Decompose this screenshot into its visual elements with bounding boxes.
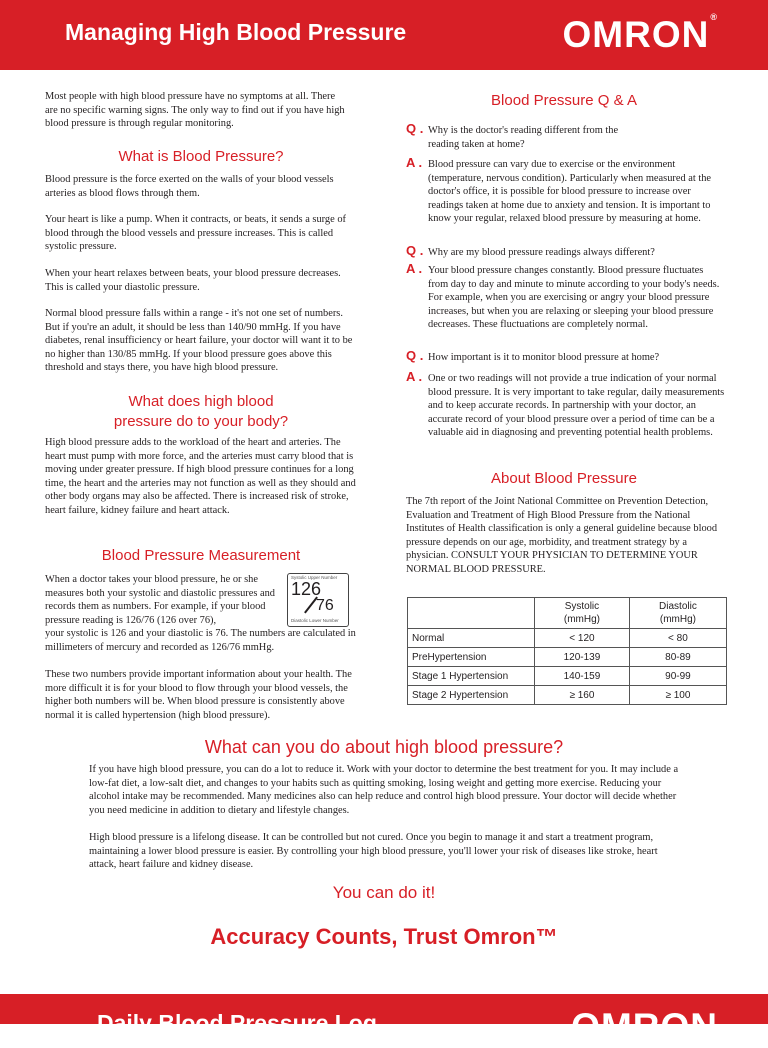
table-row xyxy=(408,667,727,686)
a-mark: A . xyxy=(406,261,423,276)
row-systolic: 120-139 xyxy=(535,648,630,667)
monitor-systolic-value: 126 xyxy=(291,579,322,599)
qa-answer-1 xyxy=(406,155,726,226)
body-effect-heading xyxy=(45,392,357,432)
omron-logo xyxy=(563,14,718,56)
what-is-p2: Your heart is like a pump. When it contracts, or beats, it sends a surge of blood through the blood vessels and pressure increases. This is called systolic pressure. xyxy=(45,214,346,253)
monitor-label-diastolic: Diastolic Lower Number xyxy=(291,618,339,623)
registered-mark: ® xyxy=(710,12,718,22)
q-mark: Q . xyxy=(406,348,424,363)
qa-answer-2 xyxy=(406,261,726,332)
measurement-p1b: your systolic is 126 and your diastolic is 76. The numbers are calculated in millimeters of mercury and recorded as 126/76 mmHg. xyxy=(45,628,356,653)
q-mark: Q . xyxy=(406,121,424,136)
footer-omron-logo: OMRON xyxy=(571,1006,718,1047)
body-effect-heading-line2: pressure do to your body? xyxy=(113,413,289,430)
qa-question-3 xyxy=(406,348,726,365)
row-diastolic: < 80 xyxy=(629,629,726,648)
monitor-label-systolic: Systolic Upper Number xyxy=(291,575,338,580)
row-label: PreHypertension xyxy=(408,648,535,667)
systolic-header-unit: (mmHg) xyxy=(563,614,600,625)
question-1-text: Why is the doctor's reading different from the reading taken at home? xyxy=(428,125,619,150)
answer-2-text: Your blood pressure changes constantly. Blood pressure fluctuates from day to day and minute to minute according to your body's needs. For example, when you are exercising or angry your blood pressure increases, but when you are relaxing or sleeping your blood pressure decreases. These fluctuations are completely normal. xyxy=(428,265,720,331)
systolic-header-label: Systolic xyxy=(564,601,600,612)
monitor-diastolic-value: 76 xyxy=(316,597,334,614)
table-row xyxy=(408,648,727,667)
bp-classification-table xyxy=(407,597,727,705)
qa-heading: Blood Pressure Q & A xyxy=(491,92,637,109)
answer-3-text: One or two readings will not provide a true indication of your normal blood pressure. It is very important to take regular, daily measurements and to keep accurate records. In partnership with your doctor, an accurate record of your blood pressure over a period of time can be a valuable aid in diagnosing and preventing potential health problems. xyxy=(428,373,725,439)
table-row xyxy=(408,629,727,648)
what-is-heading: What is Blood Pressure? xyxy=(118,148,284,165)
what-is-p1: Blood pressure is the force exerted on the walls of your blood vessels arteries as blood flows through them. xyxy=(45,174,334,199)
diastolic-header-unit: (mmHg) xyxy=(659,614,696,625)
row-label: Stage 2 Hypertension xyxy=(408,686,535,705)
measurement-p2: These two numbers provide important information about your health. The more difficult it is for your blood to flow through your blood vessels, the higher both numbers will be. When blood pressure is consistently above normal it is called hypertension (high blood pressure). xyxy=(45,669,352,721)
table-header-systolic xyxy=(535,598,630,629)
question-2-text: Why are my blood pressure readings always different? xyxy=(428,247,655,258)
answer-1-text: Blood pressure can vary due to exercise or the environment (temperature, nervous condition). Particularly when measured at the doctor's office, it is possible for blood pressure to increase over readings taken at home due to anxiety and tension. It is important to know your regular, relaxed blood pressure by measuring at home. xyxy=(428,159,712,225)
row-systolic: 140-159 xyxy=(535,667,630,686)
row-label: Normal xyxy=(408,629,535,648)
measurement-p1a: When a doctor takes your blood pressure, he or she measures both your systolic and diastolic pressures and records them as numbers. For example, if your blood pressure reading is 126/76 (126 over 76), xyxy=(45,574,275,626)
what-can-p1: If you have high blood pressure, you can do a lot to reduce it. Work with your doctor to determine the best treatment for you. It may include a low-fat diet, a low-salt diet, and changes to your habits such as quitting smoking, losing weight and getting more exercise. Reducing your alcohol intake may be recommended. Many medicines also can help reduce and control high blood pressure. Your doctor will decide whether you need medicine in addition to dietary and lifestyle changes. xyxy=(89,764,679,816)
bp-monitor-display xyxy=(287,573,349,627)
slogan-accuracy-counts: Accuracy Counts, Trust Omron™ xyxy=(210,924,558,949)
intro-text: Most people with high blood pressure have no symptoms at all. There are no specific warning signs. The only way to find out if you have high blood pressure is through regular monitoring. xyxy=(45,91,345,130)
page-title: Managing High Blood Pressure xyxy=(65,19,407,45)
row-diastolic: 90-99 xyxy=(629,667,726,686)
qa-question-2 xyxy=(406,243,726,260)
footer-banner xyxy=(0,994,768,1047)
about-p1: The 7th report of the Joint National Committee on Prevention Detection, Evaluation and Treatment of High Blood Pressure from the National Institutes of Health classification is only a general guideline because blood pressure depends on our age, morbidity, and treatment strategy by a physician. CONSULT YOUR PHYSICIAN TO DETERMINE YOUR NORMAL BLOOD PRESSURE. xyxy=(406,496,718,575)
row-systolic: < 120 xyxy=(535,629,630,648)
table-row xyxy=(408,686,727,705)
q-mark: Q . xyxy=(406,243,424,258)
what-is-p3: When your heart relaxes between beats, your blood pressure decreases. This is called your diastolic pressure. xyxy=(45,268,341,293)
footer-title: Daily Blood Pressure Log xyxy=(97,1010,377,1036)
a-mark: A . xyxy=(406,155,423,170)
logo-text: OMRON xyxy=(562,14,710,55)
qa-question-1 xyxy=(406,121,726,151)
row-diastolic: 80-89 xyxy=(629,648,726,667)
body-effect-p1: High blood pressure adds to the workload of the heart and arteries. The heart must pump with more force, and the arteries must carry blood that is moving under greater pressure. If high blood pressure continues for a long time, the heart and the arteries may not function as well as they should and other body organs may also be affected. There is increased risk of stroke, heart failure, kidney failure and heart attack. xyxy=(45,437,356,516)
header-banner xyxy=(0,0,768,70)
row-diastolic: ≥ 100 xyxy=(629,686,726,705)
diastolic-header-label: Diastolic xyxy=(659,601,697,612)
row-systolic: ≥ 160 xyxy=(535,686,630,705)
what-can-p2: High blood pressure is a lifelong disease. It can be controlled but not cured. Once you begin to manage it and start a treatment program, maintaining a lower blood pressure is easier. By controlling your high blood pressure, you'll lower your risk of diseases like stroke, heart attack, heart failure and kidney disease. xyxy=(89,832,658,871)
qa-answer-3 xyxy=(406,369,726,440)
table-header-row xyxy=(408,598,727,629)
question-3-text: How important is it to monitor blood pressure at home? xyxy=(428,352,660,363)
a-mark: A . xyxy=(406,369,423,384)
measurement-heading: Blood Pressure Measurement xyxy=(101,547,301,564)
what-can-heading: What can you do about high blood pressure? xyxy=(204,737,564,757)
slogan-you-can-do-it: You can do it! xyxy=(332,883,436,902)
what-is-p4: Normal blood pressure falls within a range - it's not one set of numbers. But if you're an adult, it should be less than 140/90 mmHg. If you have diabetes, renal insufficiency or heart failure, your doctor will want it to be no higher than 130/85 mmHg. If your blood pressure goes above this threshold and stays there, you have high blood pressure. xyxy=(45,308,353,374)
table-header-blank xyxy=(408,598,535,629)
body-effect-heading-line1: What does high blood xyxy=(128,393,274,410)
table-header-diastolic xyxy=(629,598,726,629)
about-heading: About Blood Pressure xyxy=(491,470,637,487)
row-label: Stage 1 Hypertension xyxy=(408,667,535,686)
